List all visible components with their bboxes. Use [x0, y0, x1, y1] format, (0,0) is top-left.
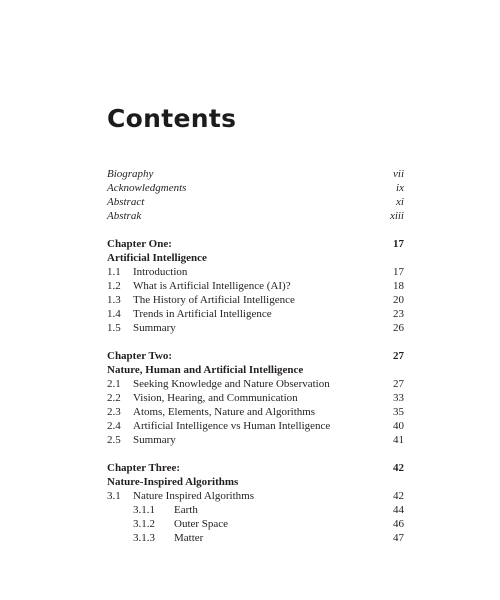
chapter-title: Artificial Intelligence — [107, 252, 207, 264]
toc-section — [107, 391, 404, 405]
section-title: Trends in Artificial Intelligence — [133, 308, 272, 320]
chapter-heading — [107, 349, 404, 363]
toc-page-number: 27 — [393, 378, 404, 390]
toc-page-number: 33 — [393, 392, 404, 404]
table-of-contents — [107, 167, 404, 545]
toc-section — [107, 433, 404, 447]
toc-page-number: 41 — [393, 434, 404, 446]
toc-page-number: 26 — [393, 322, 404, 334]
toc-entry-label: Acknowledgments — [107, 182, 187, 194]
toc-page-number: 20 — [393, 294, 404, 306]
toc-section — [107, 489, 404, 503]
toc-section — [107, 321, 404, 335]
section-title: Summary — [133, 322, 176, 334]
section-number: 2.2 — [107, 392, 121, 404]
toc-page-number: 46 — [393, 518, 404, 530]
section-number: 3.1 — [107, 490, 121, 502]
section-number: 2.3 — [107, 406, 121, 418]
section-number: 2.4 — [107, 420, 121, 432]
toc-page-number: xiii — [389, 210, 404, 222]
chapter-heading — [107, 461, 404, 475]
toc-page-number: 17 — [393, 266, 404, 278]
chapter-number-label: Chapter Three: — [107, 462, 181, 474]
section-number: 1.4 — [107, 308, 121, 320]
toc-subsection — [107, 503, 404, 517]
subsection-title: Earth — [174, 504, 198, 516]
toc-subsection — [107, 531, 404, 545]
section-title: Seeking Knowledge and Nature Observation — [133, 378, 330, 390]
toc-page-number: 42 — [393, 462, 404, 474]
toc-page-number: ix — [396, 182, 404, 194]
toc-page-number: 40 — [393, 420, 404, 432]
section-title: What is Artificial Intelligence (AI)? — [133, 280, 291, 292]
chapter-number-label: Chapter Two: — [107, 350, 173, 362]
toc-section — [107, 405, 404, 419]
section-title: Artificial Intelligence vs Human Intelligence — [133, 420, 331, 432]
section-title: Nature Inspired Algorithms — [133, 490, 254, 502]
section-number: 1.2 — [107, 280, 121, 292]
page-title: Contents — [107, 104, 237, 133]
section-number: 1.3 — [107, 294, 121, 306]
chapter-subtitle — [107, 475, 404, 489]
toc-entry-abstrak — [107, 209, 404, 223]
chapter-title: Nature, Human and Artificial Intelligence — [107, 364, 304, 376]
toc-entry-label: Abstract — [107, 196, 145, 208]
section-title: Summary — [133, 434, 176, 446]
toc-entry-label: Biography — [107, 168, 154, 180]
subsection-title: Outer Space — [174, 518, 229, 530]
toc-entry-label: Abstrak — [107, 210, 142, 222]
toc-page-number: 23 — [393, 308, 404, 320]
section-title: Atoms, Elements, Nature and Algorithms — [133, 406, 316, 418]
toc-subsection — [107, 517, 404, 531]
subsection-number: 3.1.2 — [133, 518, 155, 530]
toc-section — [107, 293, 404, 307]
toc-entry-acknowledgments — [107, 181, 404, 195]
toc-page-number: 17 — [393, 238, 404, 250]
toc-page-number: 44 — [393, 504, 404, 516]
toc-page-number: 18 — [393, 280, 404, 292]
toc-page-number: 27 — [393, 350, 404, 362]
section-title: Introduction — [133, 266, 188, 278]
section-title: Vision, Hearing, and Communication — [133, 392, 298, 404]
toc-page-number: 35 — [393, 406, 404, 418]
section-title: The History of Artificial Intelligence — [133, 294, 295, 306]
chapter-title: Nature-Inspired Algorithms — [107, 476, 239, 488]
section-number: 1.1 — [107, 266, 121, 278]
subsection-number: 3.1.1 — [133, 504, 155, 516]
subsection-number: 3.1.3 — [133, 532, 155, 544]
toc-page-number: vii — [393, 168, 404, 180]
chapter-subtitle — [107, 363, 404, 377]
subsection-title: Matter — [174, 532, 204, 544]
toc-page-number: xi — [396, 196, 404, 208]
toc-section — [107, 279, 404, 293]
section-number: 2.5 — [107, 434, 121, 446]
toc-page-number: 42 — [393, 490, 404, 502]
section-number: 1.5 — [107, 322, 121, 334]
toc-section — [107, 307, 404, 321]
toc-section — [107, 419, 404, 433]
toc-section — [107, 265, 404, 279]
toc-section — [107, 377, 404, 391]
toc-entry-biography — [107, 167, 404, 181]
section-number: 2.1 — [107, 378, 121, 390]
chapter-subtitle — [107, 251, 404, 265]
toc-entry-abstract — [107, 195, 404, 209]
chapter-number-label: Chapter One: — [107, 238, 172, 250]
toc-page-number: 47 — [393, 532, 404, 544]
chapter-heading — [107, 237, 404, 251]
